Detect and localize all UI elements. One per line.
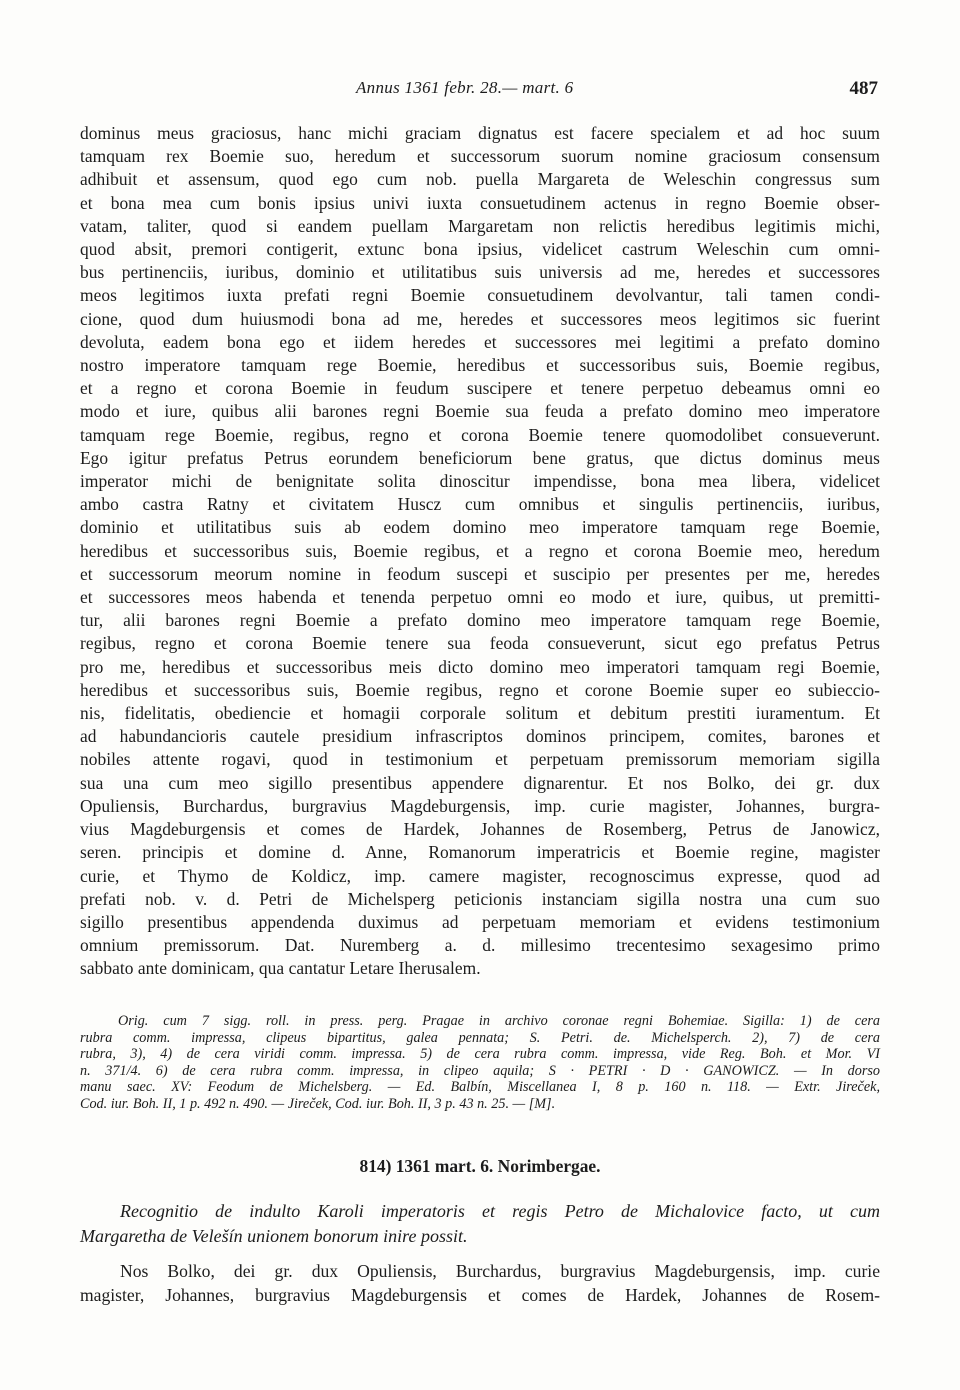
page-number: 487 bbox=[849, 78, 878, 99]
text-line: et a regno et corona Boemie in feudum suscipere et tenere perpetuo debeamus omni eo bbox=[80, 378, 880, 399]
text-line: et successorum meorum nomine in feodum suscepi et suscipio per presentes per me, heredes bbox=[80, 563, 880, 584]
regest-line: Recognitio de indulto Karoli imperatoris et regis Petro de Michalovice facto, ut cum bbox=[120, 1201, 880, 1221]
text-line: meos legitimos iuxta prefati regni Boemie consuetudinem devolvantur, tali tamen condi- bbox=[80, 285, 880, 306]
text-line: regibus, regno et corona Boemie tenere sua feoda consueverunt, sicut ego prefatus Petrus bbox=[80, 633, 880, 654]
text-line: bus pertinenciis, iuribus, dominio et utilitatibus suis universis ad me, heredes et successores bbox=[80, 262, 880, 283]
text-line: heredibus et successoribus suis, Boemie regibus, et a regno et corona Boemie meo, heredum bbox=[80, 540, 880, 561]
text-line: dominus meus graciosus, hanc michi graciam dignatus est facere specialem et ad hoc suum bbox=[80, 123, 880, 143]
apparatus-line: Orig. cum 7 sigg. roll. in press. perg. Pragae in archivo coronae regni Bohemiae. Sigilla: 1) de cera bbox=[118, 1013, 880, 1029]
running-head: Annus 1361 febr. 28.— mart. 6 bbox=[356, 78, 574, 97]
text-line: Nos Bolko, dei gr. dux Opuliensis, Burchardus, burgravius Magdeburgensis, imp. curie bbox=[120, 1261, 880, 1281]
text-line: sabbato ante dominicam, qua cantatur Letare Iherusalem. bbox=[80, 958, 481, 979]
text-line: tamquam rege Boemie, regibus, regno et corona Boemie tenere quomodolibet consueverunt. bbox=[80, 424, 880, 445]
next-charter-text bbox=[80, 1260, 880, 1307]
text-line: vatam, taliter, quod si eandem puellam Margaretam non relictis heredibus legitimis michi, bbox=[80, 215, 880, 236]
text-line: dominio et utilitatibus suis ab eodem domino meo imperatore tamquam rege Boemie, bbox=[80, 517, 880, 538]
text-line: Opuliensis, Burchardus, burgravius Magdeburgensis, imp. curie magister, Johannes, burgra- bbox=[80, 795, 880, 816]
text-line: cione, quod dum huiusmodi bona ad me, heredes et successores meos legitimos sic fuerint bbox=[80, 308, 880, 329]
text-line: omnium premissorum. Dat. Nuremberg a. d. millesimo trecentesimo sexagesimo primo bbox=[80, 935, 880, 956]
text-line: et bona mea cum bonis ipsius univi iuxta consuetudinem actenus in regno Boemie obser- bbox=[80, 192, 880, 213]
text-line: sua una cum meo sigillo presentibus appendere dignarentur. Et nos Bolko, dei gr. dux bbox=[80, 772, 880, 793]
text-line: tamquam rex Boemie suo, heredum et successorum suorum nomine graciosum consensum bbox=[80, 146, 880, 167]
text-line: magister, Johannes, burgravius Magdeburgensis et comes de Hardek, Johannes de Rosem- bbox=[80, 1284, 880, 1305]
text-line: seren. principis et domine d. Anne, Romanorum imperatricis et Boemie regine, magister bbox=[80, 842, 880, 863]
page-header bbox=[80, 78, 878, 104]
text-line: quod absit, premori contigerit, extunc bona ipsius, videlicet castrum Weleschin cum omni- bbox=[80, 239, 880, 260]
text-line: ambo castra Ratny et civitatem Huscz cum omnibus et singulis pertinenciis, iuribus, bbox=[80, 494, 880, 515]
text-line: tur, alii barones regni Boemie a prefato domino meo imperatore tamquam rege Boemie, bbox=[80, 610, 880, 631]
text-line: heredibus et successoribus suis, Boemie regibus, regno et corone Boemie super eo subieccio- bbox=[80, 679, 880, 700]
text-line: Ego igitur prefatus Petrus eorundem beneficiorum bene gratus, que dictus dominus meus bbox=[80, 447, 880, 468]
charter-text bbox=[80, 122, 880, 981]
text-line: adhibuit et assensum, quod ego cum nob. puella Margareta de Weleschin congressus sum bbox=[80, 169, 880, 190]
apparatus-line: n. 371/4. 6) de cera rubra comm. impressa, in clipeo aquila; S · PETRI · D · GANOWICZ. — In dorso bbox=[80, 1062, 880, 1079]
critical-apparatus bbox=[80, 1013, 880, 1113]
apparatus-line: rubra, 3), 4) de cera viridi comm. impressa. 5) de cera rubra comm. impressa, vide Reg. Boh. et Mor. VI bbox=[80, 1046, 880, 1063]
text-line: devoluta, eadem bona ego et iidem heredes et successores mei legitimi a prefato domino bbox=[80, 331, 880, 352]
text-line: nostro imperatore tamquam rege Boemie, heredibus et successoribus suis, Boemie regibus, bbox=[80, 355, 880, 376]
text-line: curie, et Thymo de Koldicz, imp. camere magister, recognoscimus expresse, quod ad bbox=[80, 865, 880, 886]
text-line: vius Magdeburgensis et comes de Hardek, Johannes de Rosemberg, Petrus de Janowicz, bbox=[80, 819, 880, 840]
document-heading: 814) 1361 mart. 6. Norimbergae. bbox=[359, 1156, 601, 1176]
text-line: et successores meos habenda et tenenda perpetuo omni eo modo et iure, quibus, ut premitti- bbox=[80, 587, 880, 608]
regest-summary bbox=[80, 1199, 880, 1249]
text-line: nis, fidelitatis, obediencie et homagii corporale solitum et debitum prestiti iuramentum. Et bbox=[80, 703, 880, 724]
text-line: sigillo presentibus appendenda duximus ad perpetuam memoriam et evidens testimonium bbox=[80, 911, 880, 932]
text-line: ad habundancioris cautele presidium infrascriptos dominos principem, comites, barones et bbox=[80, 726, 880, 747]
text-line: imperator michi de benignitate solita dinoscitur impendisse, bona mea libera, videlicet bbox=[80, 471, 880, 492]
text-line: nobiles attente rogavi, quod in testimonium et perpetuam premissorum memoriam sigilla bbox=[80, 749, 880, 770]
text-line: prefati nob. v. d. Petri de Michelsperg peticionis instanciam sigilla nostra una cum suo bbox=[80, 888, 880, 909]
regest-line: Margaretha de Velešín unionem bonorum inire possit. bbox=[80, 1226, 468, 1246]
text-line: pro me, heredibus et successoribus meis dicto domino meo imperatori tamquam regi Boemie, bbox=[80, 656, 880, 677]
apparatus-line: Cod. iur. Boh. II, 1 p. 492 n. 490. — Jireček, Cod. iur. Boh. II, 3 p. 43 n. 25. — [M]. bbox=[80, 1095, 556, 1112]
apparatus-line: manu saec. XV: Feodum de Michelsberg. — Ed. Balbín, Miscellanea I, 8 p. 160 n. 118. — Extr. Jireček, bbox=[80, 1079, 880, 1096]
text-line: modo et iure, quibus alii barones regni Boemie sua feuda a prefato domino meo imperatore bbox=[80, 401, 880, 422]
apparatus-line: rubra comm. impressa, clipeus bipartitus, galea pennata; S. Petri. de. Michelsperch. 2), 7) de cera bbox=[80, 1029, 880, 1046]
